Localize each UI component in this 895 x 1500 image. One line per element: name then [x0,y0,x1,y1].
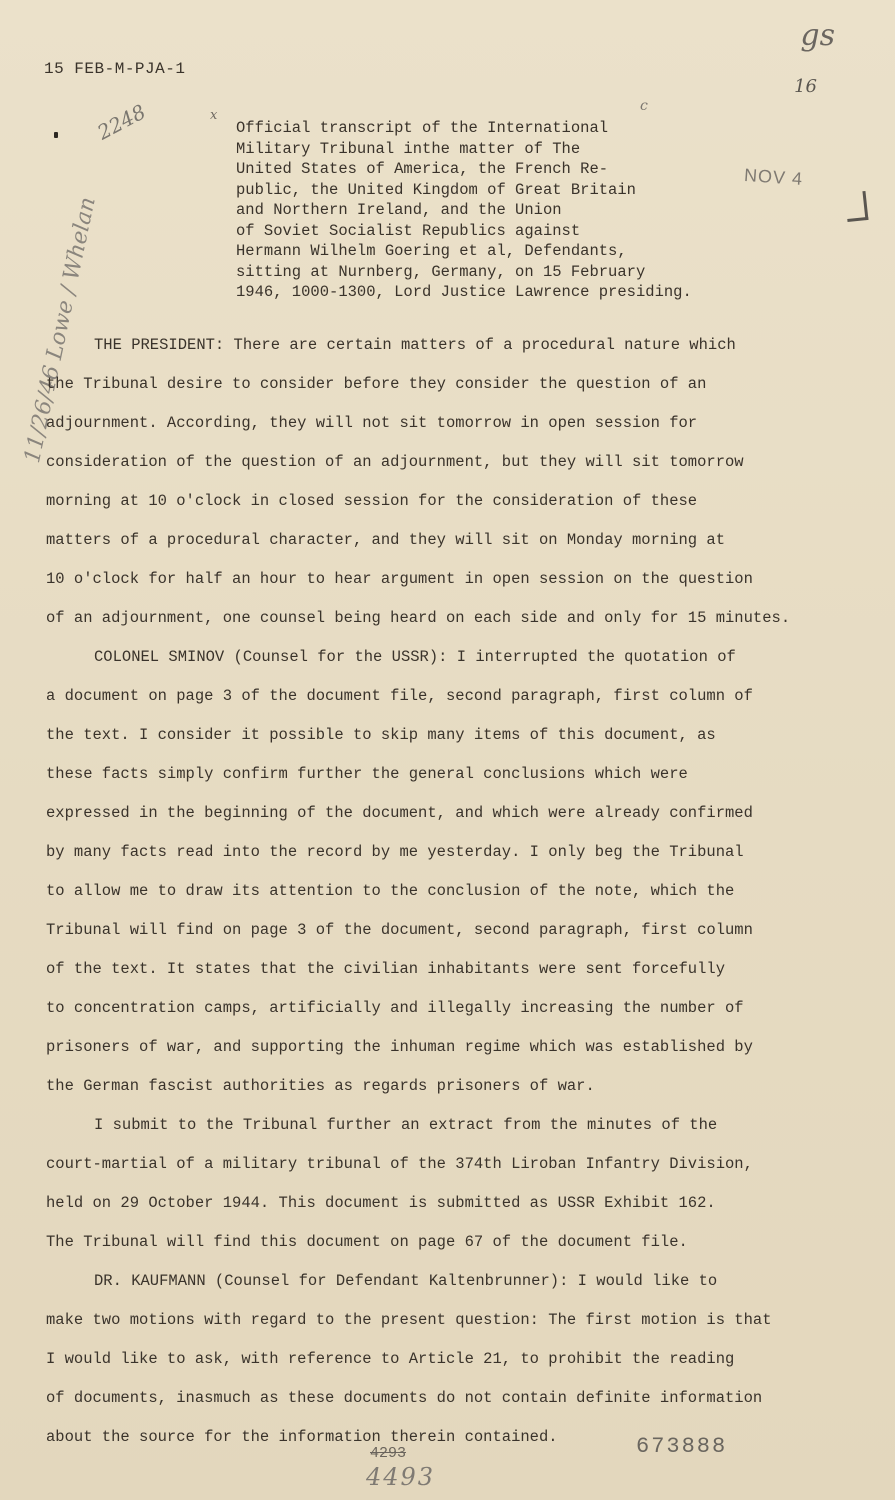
heading-line: sitting at Nurnberg, Germany, on 15 February [236,262,646,281]
body-line: held on 29 October 1944. This document is submitted as USSR Exhibit 162. [46,1194,716,1212]
body-line: COLONEL SMINOV (Counsel for the USSR): I interrupted the quotation of [94,648,736,666]
heading-line: public, the United Kingdom of Great Britain [236,180,636,199]
body-line: matters of a procedural character, and they will sit on Monday morning at [46,531,726,549]
body-line: consideration of the question of an adjournment, but they will sit tomorrow [46,453,744,471]
body-line: I submit to the Tribunal further an extract from the minutes of the [94,1116,718,1134]
heading-line: and Northern Ireland, and the Union [236,201,562,219]
transcript-body [46,326,826,1457]
handwritten-x-mark: x [210,108,218,123]
body-line: about the source for the information therein contained. [46,1428,558,1446]
body-line: to concentration camps, artificially and illegally increasing the number of [46,999,744,1017]
body-line: to allow me to draw its attention to the conclusion of the note, which the [46,882,735,900]
heading-line: Hermann Wilhelm Goering et al, Defendants, [236,242,627,260]
corner-bracket-mark [845,191,869,222]
handwritten-page-number: 4493 [366,1463,436,1491]
body-line: DR. KAUFMANN (Counsel for Defendant Kaltenbrunner): I would like to [94,1272,718,1290]
handwritten-reference-number: 2248 [93,99,150,145]
ink-dot-mark [54,132,58,138]
body-line: The Tribunal will find this document on page 67 of the document file. [46,1233,688,1251]
body-line: the German fascist authorities as regards prisoners of war. [46,1077,595,1095]
stamped-document-number: 673888 [636,1434,728,1459]
body-line: court-martial of a military tribunal of the 374th Liroban Infantry Division, [46,1155,753,1173]
body-line: expressed in the beginning of the document, and which were already confirmed [46,804,753,822]
heading-line: United States of America, the French Re- [236,160,609,178]
heading-line: Military Tribunal inthe matter of The [236,139,581,158]
heading-line: Official transcript of the International [236,119,609,137]
body-line: of documents, inasmuch as these documents do not contain definite information [46,1389,763,1407]
handwritten-initials: gs [800,18,835,53]
body-line: prisoners of war, and supporting the inhuman regime which was established by [46,1038,753,1056]
body-line: of an adjournment, one counsel being heard on each side and only for 15 minutes. [46,609,791,627]
handwritten-c-mark: c [640,98,648,114]
received-date-stamp: NOV 4 [743,164,804,190]
body-line: a document on page 3 of the document file, second paragraph, first column of [46,687,753,705]
body-line: Tribunal will find on page 3 of the document, second paragraph, first column [46,921,753,939]
typed-page-number: 4293 [370,1445,407,1462]
body-line: the text. I consider it possible to skip many items of this document, as [46,726,716,744]
handwritten-number: 16 [794,76,817,97]
body-line: I would like to ask, with reference to Article 21, to prohibit the reading [46,1350,735,1368]
body-line: by many facts read into the record by me yesterday. I only beg the Tribunal [46,843,744,861]
body-line: morning at 10 o'clock in closed session for the consideration of these [46,492,698,510]
document-id: 15 FEB-M-PJA-1 [44,60,186,78]
heading-line: of Soviet Socialist Republics against [236,221,581,240]
transcript-heading [236,118,756,303]
body-line: THE PRESIDENT: There are certain matters of a procedural nature which [94,336,736,354]
body-line: 10 o'clock for half an hour to hear argument in open session on the question [46,570,753,588]
margin-handwriting: 11/26/46 Lowe / Whelan [20,194,101,466]
body-line: these facts simply confirm further the general conclusions which were [46,765,688,783]
body-line: adjournment. According, they will not sit tomorrow in open session for [46,414,698,432]
body-line: make two motions with regard to the present question: The first motion is that [46,1311,772,1329]
body-line: of the text. It states that the civilian inhabitants were sent forcefully [46,960,726,978]
body-line: the Tribunal desire to consider before they consider the question of an [46,375,707,393]
heading-line: 1946, 1000-1300, Lord Justice Lawrence presiding. [236,283,692,301]
